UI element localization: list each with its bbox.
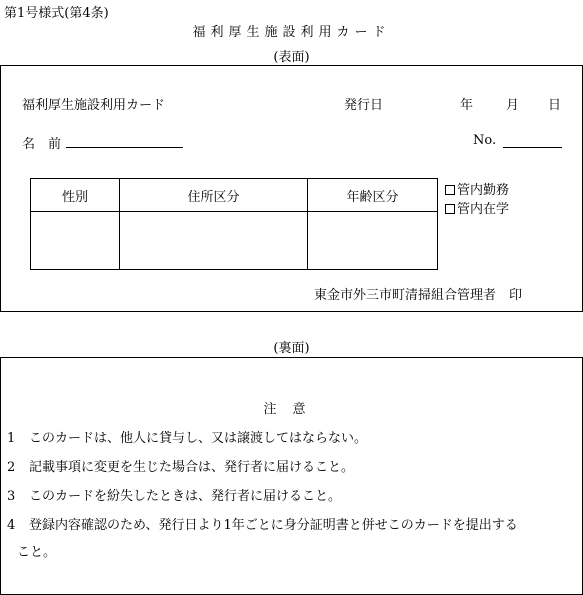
checkbox-study-in-area-label: 管内在学 [457,202,510,217]
list-item [7,514,518,533]
checkbox-icon [445,204,455,214]
year-label: 年 [460,98,474,113]
back-side-label: (裏面) [273,341,310,356]
number-underline [503,147,562,148]
checkbox-work-in-area-label: 管内勤務 [457,183,510,198]
checkbox-study-in-area [445,198,509,217]
rule-continuation: こと。 [17,545,57,560]
name-underline [66,147,183,148]
rule-text: このカードを紛失したときは、発行者に届けること。 [29,489,342,504]
header-address-category: 住所区分 [120,179,308,212]
month-label: 月 [506,98,520,113]
rule-text: このカードは、他人に貸与し、又は譲渡してはならない。 [29,431,368,446]
cell-age-category [308,212,438,270]
issue-date-label: 発行日 [344,98,384,113]
rule-number: 4 [7,518,16,533]
rule-number: 3 [7,489,16,504]
checkbox-work-in-area [445,179,509,198]
rule-number: 1 [7,431,16,446]
card-front [0,65,583,312]
table-row [31,212,438,270]
checkbox-icon [445,185,455,195]
document-title: 福利厚生施設利用カード [192,25,391,40]
notice-title: 注意 [263,402,322,417]
number-label: No. [473,133,497,148]
list-item [7,485,341,504]
form-number: 第1号様式(第4条) [4,6,109,21]
list-item [7,456,354,475]
rule-text: 登録内容確認のため、発行日より1年ごとに身分証明書と併せこのカードを提出する [29,518,518,533]
table-header-row [31,179,438,212]
rule-text: 記載事項に変更を生じた場合は、発行者に届けること。 [29,460,355,475]
list-item [7,427,367,446]
classification-table [30,178,438,270]
name-label: 名 前 [22,137,62,152]
cell-gender [31,212,120,270]
cell-address-category [120,212,308,270]
issuer-signature: 東金市外三市町清掃組合管理者 印 [314,288,523,303]
card-back [0,357,583,595]
card-name: 福利厚生施設利用カード [22,98,166,113]
header-age-category: 年齢区分 [308,179,438,212]
front-side-label: (表面) [273,50,310,65]
header-gender: 性別 [31,179,120,212]
day-label: 日 [548,98,562,113]
rule-number: 2 [7,460,16,475]
